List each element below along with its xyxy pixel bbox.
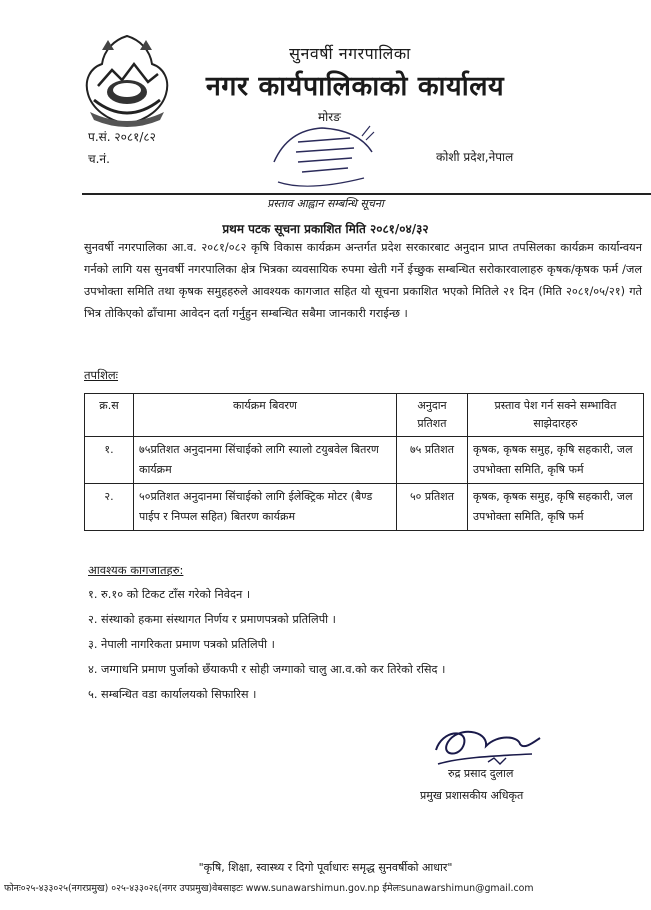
col-description: कार्यक्रम बिवरण xyxy=(134,394,397,437)
list-item: ५. सम्बन्धित वडा कार्यालयको सिफारिस । xyxy=(88,688,257,701)
details-heading: तपशिलः xyxy=(84,368,119,382)
list-item: १. रु.१० को टिकट टाँस गरेको निवेदन । xyxy=(88,588,251,601)
col-partners: प्रस्ताव पेश गर्न सक्ने सम्भावित साझेदारहरु xyxy=(468,394,644,437)
list-item: २. संस्थाको हकमा संस्थागत निर्णय र प्रमाणपत्रको प्रतिलिपी । xyxy=(88,613,336,626)
notice-subject: प्रस्ताव आह्वान सम्बन्धि सूचना xyxy=(267,197,384,210)
signatory-title: प्रमुख प्रशासकीय अधिकृत xyxy=(420,789,524,802)
row-serial: १. xyxy=(85,437,134,484)
program-table xyxy=(84,393,644,531)
col-subsidy: अनुदान प्रतिशत xyxy=(397,394,468,437)
row-partners: कृषक, कृषक समुह, कृषि सहकारी, जल उपभोक्ता समिति, कृषि फर्म xyxy=(468,484,644,531)
dispatch-number: च.नं. xyxy=(88,152,110,166)
row-description: ५०प्रतिशत अनुदानमा सिंचाईको लागि ईलेक्ट्रिक मोटर (बैण्ड पाईप र निप्पल सहित) बितरण कार्यक्रम xyxy=(134,484,397,531)
row-description: ७५प्रतिशत अनुदानमा सिंचाईको लागि स्यालो टयुबवेल बितरण कार्यक्रम xyxy=(134,437,397,484)
row-subsidy: ७५ प्रतिशत xyxy=(397,437,468,484)
signatory-name: रुद्र प्रसाद दुलाल xyxy=(448,767,514,780)
ref-number: प.सं. २०८१/८२ xyxy=(88,130,156,144)
documents-list xyxy=(88,582,445,707)
list-item: ४. जग्गाधनि प्रमाण पुर्जाको छँयाकपी र सोही जग्गाको चालु आ.व.को कर तिरेको रसिद । xyxy=(88,663,446,676)
row-subsidy: ५० प्रतिशत xyxy=(397,484,468,531)
row-serial: २. xyxy=(85,484,134,531)
district-name: मोरङ xyxy=(318,110,341,124)
office-stamp-icon xyxy=(268,122,376,194)
nepal-emblem-icon xyxy=(78,30,176,130)
municipality-name: सुनवर्षी नगरपालिका xyxy=(289,44,411,63)
table-row xyxy=(85,437,644,484)
col-serial: क्र.स xyxy=(85,394,134,437)
reference-block xyxy=(88,126,156,170)
list-item: ३. नेपाली नागरिकता प्रमाण पत्रको प्रतिलिपी । xyxy=(88,638,275,651)
office-title: नगर कार्यपालिकाको कार्यालय xyxy=(205,71,505,102)
header-divider xyxy=(82,193,651,195)
notice-body: सुनवर्षी नगरपालिका आ.व. २०८१/०८२ कृषि विकास कार्यक्रम अन्तर्गत प्रदेश सरकारबाट अनुदान प्राप्त तपसिलका कार्यक्रम कार्यान्वयन गर्नको लागि यस सुनवर्षी नगरपालिका क्षेत्र भित्रका व्यवसायिक रुपमा खेती गर्ने ईच्छुक सम्बन्धित सरोकारवालाहरु कृषक/कृषक फर्म /जल उपभोक्ता समिति तथा कृषक समुहहरुले आवश्यक कागजात सहित यो सूचना प्रकाशित भएको मितिले २१ दिन (मिति २०८१/०५/२१) गते भित्र तोकिएको ढाँचामा आवेदन दर्ता गर्नुहुन सम्बन्धित सबैमा जानकारी गराईन्छ । xyxy=(84,241,642,320)
table-header-row xyxy=(85,394,644,437)
province-label: कोशी प्रदेश,नेपाल xyxy=(436,150,514,164)
row-partners: कृषक, कृषक समुह, कृषि सहकारी, जल उपभोक्ता समिति, कृषि फर्म xyxy=(468,437,644,484)
table-row xyxy=(85,484,644,531)
footer-contact: फोनः०२५-४३३०२५(नगरप्रमुख) ०२५-४३३०२६(नगर उपप्रमुख)वेबसाइटः www.sunawarshimun.gov.np ईमेलःsunawarshimun@gmail.com xyxy=(4,883,534,894)
documents-heading: आवश्यक कागजातहरु: xyxy=(88,563,184,577)
footer-motto: "कृषि, शिक्षा, स्वास्थ्य र दिगो पूर्वाधारः समृद्ध सुनवर्षीको आधार" xyxy=(198,861,453,874)
publication-date: प्रथम पटक सूचना प्रकाशित मिति २०८१/०४/३२ xyxy=(222,222,429,236)
